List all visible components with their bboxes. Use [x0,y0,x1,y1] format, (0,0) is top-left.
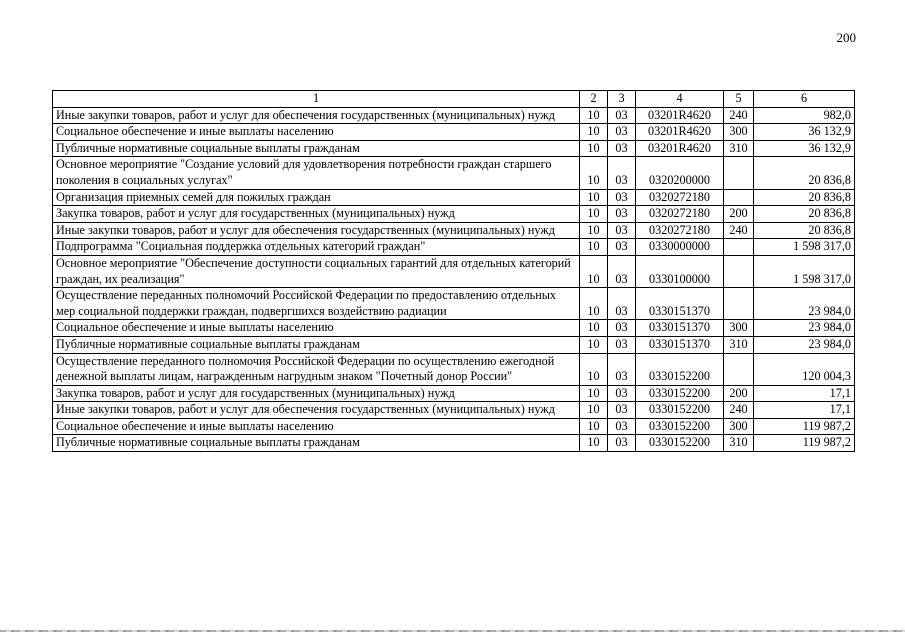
row-section-cell: 10 [580,385,608,402]
row-target-cell: 0330152200 [636,402,724,419]
row-section-cell: 10 [580,288,608,320]
row-type-cell: 200 [724,385,754,402]
row-amount-cell: 36 132,9 [754,124,855,141]
row-name-cell: Иные закупки товаров, работ и услуг для обеспечения государственных (муниципальных) нужд [53,222,580,239]
row-type-cell [724,189,754,206]
row-section-cell: 10 [580,336,608,353]
row-subsection-cell: 03 [608,255,636,287]
row-type-cell: 300 [724,320,754,337]
table-row [53,222,855,239]
row-type-cell: 300 [724,418,754,435]
row-target-cell: 0330152200 [636,435,724,452]
row-name-cell: Основное мероприятие "Обеспечение доступности социальных гарантий для отдельных категорий граждан, их реализация" [53,255,580,287]
row-amount-cell: 119 987,2 [754,418,855,435]
row-type-cell: 300 [724,124,754,141]
row-target-cell: 03201R4620 [636,107,724,124]
table-row [53,353,855,385]
row-name-cell: Социальное обеспечение и иные выплаты населению [53,418,580,435]
row-type-cell: 240 [724,107,754,124]
row-amount-cell: 20 836,8 [754,206,855,223]
header-col-4: 4 [636,91,724,108]
row-subsection-cell: 03 [608,402,636,419]
row-target-cell: 0320272180 [636,189,724,206]
row-section-cell: 10 [580,140,608,157]
table-row [53,255,855,287]
row-name-cell: Основное мероприятие "Создание условий для удовлетворения потребности граждан старшего поколения в социальных услугах" [53,157,580,189]
row-name-cell: Публичные нормативные социальные выплаты гражданам [53,336,580,353]
row-amount-cell: 20 836,8 [754,189,855,206]
row-section-cell: 10 [580,402,608,419]
row-name-cell: Закупка товаров, работ и услуг для государственных (муниципальных) нужд [53,206,580,223]
row-amount-cell: 23 984,0 [754,336,855,353]
table-row [53,189,855,206]
scan-edge-artifact [0,630,905,632]
row-target-cell: 0330152200 [636,418,724,435]
row-name-cell: Публичные нормативные социальные выплаты гражданам [53,435,580,452]
row-target-cell: 0320200000 [636,157,724,189]
row-section-cell: 10 [580,206,608,223]
row-name-cell: Социальное обеспечение и иные выплаты населению [53,320,580,337]
row-target-cell: 0330152200 [636,385,724,402]
row-section-cell: 10 [580,320,608,337]
row-amount-cell: 17,1 [754,385,855,402]
row-type-cell: 200 [724,206,754,223]
table-row [53,140,855,157]
row-section-cell: 10 [580,418,608,435]
row-name-cell: Закупка товаров, работ и услуг для государственных (муниципальных) нужд [53,385,580,402]
row-amount-cell: 119 987,2 [754,435,855,452]
row-amount-cell: 982,0 [754,107,855,124]
row-amount-cell: 17,1 [754,402,855,419]
row-type-cell: 240 [724,222,754,239]
row-target-cell: 0330151370 [636,336,724,353]
row-subsection-cell: 03 [608,157,636,189]
row-type-cell [724,353,754,385]
row-target-cell: 0330151370 [636,288,724,320]
row-type-cell: 310 [724,336,754,353]
row-amount-cell: 36 132,9 [754,140,855,157]
row-target-cell: 0330100000 [636,255,724,287]
row-amount-cell: 20 836,8 [754,157,855,189]
row-section-cell: 10 [580,189,608,206]
table-row [53,336,855,353]
row-name-cell: Иные закупки товаров, работ и услуг для обеспечения государственных (муниципальных) нужд [53,107,580,124]
row-name-cell: Организация приемных семей для пожилых граждан [53,189,580,206]
row-target-cell: 0320272180 [636,222,724,239]
row-subsection-cell: 03 [608,140,636,157]
row-target-cell: 0320272180 [636,206,724,223]
page-number: 200 [836,30,856,45]
row-subsection-cell: 03 [608,124,636,141]
row-type-cell [724,288,754,320]
row-target-cell: 03201R4620 [636,124,724,141]
row-subsection-cell: 03 [608,107,636,124]
row-type-cell: 310 [724,140,754,157]
table-row [53,157,855,189]
header-col-2: 2 [580,91,608,108]
row-target-cell: 03201R4620 [636,140,724,157]
row-subsection-cell: 03 [608,222,636,239]
table-row [53,206,855,223]
row-subsection-cell: 03 [608,385,636,402]
table-header-row [53,91,855,108]
row-subsection-cell: 03 [608,189,636,206]
table-body [53,91,855,452]
row-amount-cell: 20 836,8 [754,222,855,239]
row-subsection-cell: 03 [608,418,636,435]
table-row [53,239,855,256]
row-section-cell: 10 [580,239,608,256]
row-target-cell: 0330151370 [636,320,724,337]
table-row [53,288,855,320]
row-name-cell: Подпрограмма "Социальная поддержка отдельных категорий граждан" [53,239,580,256]
row-name-cell: Осуществление переданных полномочий Российской Федерации по предоставлению отдельных мер социальной поддержки граждан, подвергшихся воздействию радиации [53,288,580,320]
row-section-cell: 10 [580,435,608,452]
row-type-cell [724,239,754,256]
row-section-cell: 10 [580,157,608,189]
row-section-cell: 10 [580,107,608,124]
table-row [53,320,855,337]
header-col-6: 6 [754,91,855,108]
row-name-cell: Социальное обеспечение и иные выплаты населению [53,124,580,141]
table-row [53,435,855,452]
header-col-3: 3 [608,91,636,108]
table-row [53,107,855,124]
row-target-cell: 0330152200 [636,353,724,385]
row-subsection-cell: 03 [608,336,636,353]
row-subsection-cell: 03 [608,288,636,320]
row-type-cell [724,157,754,189]
row-name-cell: Публичные нормативные социальные выплаты гражданам [53,140,580,157]
row-subsection-cell: 03 [608,206,636,223]
row-name-cell: Иные закупки товаров, работ и услуг для обеспечения государственных (муниципальных) нужд [53,402,580,419]
row-amount-cell: 23 984,0 [754,288,855,320]
table-row [53,418,855,435]
header-col-1: 1 [53,91,580,108]
row-type-cell [724,255,754,287]
row-subsection-cell: 03 [608,239,636,256]
row-subsection-cell: 03 [608,320,636,337]
row-amount-cell: 1 598 317,0 [754,255,855,287]
row-section-cell: 10 [580,255,608,287]
row-amount-cell: 23 984,0 [754,320,855,337]
row-name-cell: Осуществление переданного полномочия Российской Федерации по осуществлению ежегодной денежной выплаты лицам, награжденным нагрудным знаком "Почетный донор России" [53,353,580,385]
row-amount-cell: 120 004,3 [754,353,855,385]
row-type-cell: 240 [724,402,754,419]
row-subsection-cell: 03 [608,353,636,385]
row-subsection-cell: 03 [608,435,636,452]
budget-table [52,90,855,452]
row-section-cell: 10 [580,222,608,239]
row-section-cell: 10 [580,124,608,141]
row-section-cell: 10 [580,353,608,385]
table-row [53,402,855,419]
row-type-cell: 310 [724,435,754,452]
row-amount-cell: 1 598 317,0 [754,239,855,256]
table-row [53,124,855,141]
header-col-5: 5 [724,91,754,108]
row-target-cell: 0330000000 [636,239,724,256]
table-row [53,385,855,402]
